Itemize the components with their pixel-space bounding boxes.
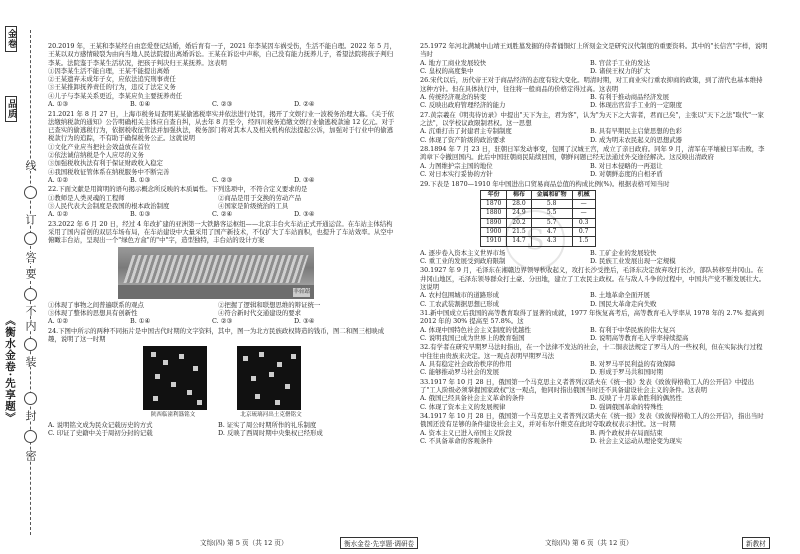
choice-c: C. 印证了史籍中关于周初分封的记载 [48,428,153,437]
choice-a: A. 农村包围城市的道路形成 [420,291,499,300]
table-cell: 24.9 [507,209,531,218]
table-row [481,227,596,236]
new-textbook-tag: 新教材 [742,537,770,549]
binding-hole-icon [24,392,37,405]
photo-caption: 丰台站 [293,289,310,296]
option: ③人民代表大会制度是我国的根本政治制度 [48,202,170,211]
choice-c: C. ②③ [212,100,233,109]
option-list [48,194,396,211]
option: ④儿子与李某关系更近，李某应负主要抚养责任 [48,91,183,100]
choice-a: A. ①② [48,175,69,184]
question-stem: 31.新中国成立后我国的高等教育取得了显著的成就，1977 年恢复高考后，高等教育毛入学率从 1978 年的 2.7% 提高到 2012 年的 30% 提高至 57.8%。这 [420,309,764,326]
table-row [481,218,596,227]
question-26 [420,76,768,109]
answer-choices [48,421,396,438]
choice-d: D. 反映了西周时期中央集权已经形成 [218,428,323,437]
choice-b: B. 对日本侵略的一再退让 [590,161,663,170]
choice-d: D. 民族工业发展出现一定规模 [590,256,676,265]
option: ②依法诚信纳税是个人应尽的义务 [48,151,144,160]
option-list [48,301,396,318]
question-20 [48,42,396,108]
binding-mark: 线 [24,160,37,171]
answer-choices [48,176,396,184]
question-31 [420,309,768,342]
table-cell: 21.5 [507,227,531,236]
question-stem: 33.1917 年 10 月 28 日，俄国第一个马克思主义者普列汉诺夫在《统一报》发表《致彼得格勒工人的公开信》中提出了"工人阶级必须掌握国家政权"这一观点，他同时指出俄国当时还不具备建设社会主义的条件。这表明 [420,377,755,395]
choice-b: B. ①④ [130,317,151,326]
question-21 [48,110,396,185]
binding-mark: 封 [24,410,37,421]
table-cell: 5.7 [531,218,572,227]
choice-a: A. 俄国已经具备社会主义革命的条件 [420,394,525,403]
option: ④我国税收征管体系在纳税服务中不断完善 [48,167,170,176]
question-stem: 22.下面文献是用简明的语句揭示概念所反映的本质属性。下列选项中，不符合定义要求的是 [48,185,308,194]
choice-a: A. ①② [48,317,69,326]
question-30 [420,266,768,307]
choice-d: D. ③④ [294,317,315,326]
station-roof [123,255,308,283]
choice-b: B. 具有早期民主启蒙思想的色彩 [590,127,682,136]
table-cell: — [572,209,595,218]
table-cell: 0.3 [572,218,595,227]
question-24 [48,327,396,437]
choice-b: B. 有利于中华民族的伟大复兴 [590,325,676,334]
question-stem: 27.黄宗羲在《明夷待访录》中提出"天下为主，君为客"，认为"为天下之大害者，君而已矣"，主张以"天下之法"取代"一家之法"，以学校议政限制君权。这一思想 [420,110,764,128]
choice-d: D. ③④ [294,175,315,184]
table-cell: 1.5 [572,237,595,246]
binding-mark: 要 [24,268,37,279]
answer-choices [420,291,768,308]
rubbing-captions [48,411,396,419]
choice-d: D. ②④ [294,100,315,109]
option: ①文化产业应当把社会效益放在首位 [48,142,151,151]
table-cell: 4.7 [531,227,572,236]
trade-table [480,190,596,247]
question-29 [420,180,768,266]
question-stem: 23.2022 年 6 月 20 日，经过 4 年改扩建的亚洲第一大铁路客运枢纽——北京丰台火车站正式开通运营。在车站主体结构采用了国内首创的双层车场布局，在车站建设中大量采用了国产新技术，不仅扩大了车站面积，也提升了车站效率。从空中俯瞰丰台站，呈现出一个"绿色方盒"的"中"字，造型独特，丰台站的设计方案 [48,219,394,245]
table-cell: — [572,200,595,209]
choice-d: D. 诸侯王权力的扩大 [590,66,651,75]
table-cell: 1900 [481,227,507,236]
choice-c: C. 体现了资本主义的发展规律 [420,402,506,411]
table-header: 年份 [481,190,507,199]
question-25 [420,42,768,75]
choice-b: B. 官营手工业的发达 [590,58,650,67]
question-stem: 29.下表是 1870—1910 年中国进出口贸易商品总值的构成比例(%)。根据表格可知当时 [420,179,670,188]
choice-a: A. 资本主义已进入帝国主义阶段 [420,428,512,437]
answer-choices [420,93,768,110]
question-27 [420,111,768,144]
table-cell: 5.8 [531,200,572,209]
choice-c: C. 对日本实行妥协的方针 [420,170,493,179]
choice-a: A. 力图维护宗主国的地位 [420,161,493,170]
choice-a: A. 传统经济观念的转变 [420,92,487,101]
option: ①体现了事物之间普遍联系的观点 [48,300,144,309]
rubbing-caption-2: 北京琉璃河出土克罍铭文 [240,412,302,419]
choice-c: C. 体现了资产阶级的政治要求 [420,135,506,144]
table-cell: 20.2 [507,218,531,227]
table-row [481,209,596,218]
choice-b: B. 对罗马平民利益的有效保障 [590,360,676,368]
table-cell: 5.5 [531,209,572,218]
option: ③体现了整体的思想具有创新性 [48,308,138,317]
choice-d: D. 说明高等教育毛入学率持续提高 [590,333,689,342]
answer-choices [48,210,396,218]
choice-b: B. 有利于推动商品经济发展 [590,92,670,101]
choice-b: B. ①④ [130,100,151,109]
table-header: 机械 [572,190,595,199]
watermark-logo: S [505,210,565,270]
choice-d: D. 形成于罗马共和国时期 [590,368,663,377]
question-stem: 25.1972 年河北满城中山靖王刘胜墓发掘的侍者俑铜灯上所刻金文是研究汉代制度的重要资料。其中的"长信宫"字样，说明当时 [420,42,768,59]
answer-choices [420,360,768,377]
question-stem: 24.下图中所示的两种不同拓片是中国古代时期的文字资料，其中，图一为北方民族政权铸造的钱币，图二和图三相映成趣，说明了这一时期 [48,326,385,344]
choice-c: C. 重工业的发展受到政府限制 [420,256,506,265]
table-cell: 4.3 [531,237,572,246]
answer-choices [420,326,768,343]
right-column [420,42,768,447]
choice-b: B. 工矿企业的发展较快 [590,248,657,257]
sidebar-brand: 《衡水金卷·先享题》 [4,315,16,424]
seal-quality: 品质 [5,96,17,122]
question-23 [48,220,396,326]
question-stem: 34.1917 年 10 月 28 日，俄国第一个马克思主义者普列汉诺夫在《统一报》发表《致彼得格勒工人的公开信》，指出当时俄国还没有足够的条件建设社会主义，并对布尔什维克在此时夺取政权表示担忧。这一时期 [420,412,764,429]
binding-mark: 密 [24,450,37,461]
choice-d: D. ③④ [294,210,315,219]
binding-hole-icon [24,288,37,301]
choice-b: B. 反映了十月革命胜利的偶然性 [590,394,682,403]
rubbing-caption-1: 陕西临潼利簋铭文 [150,412,196,419]
binding-mark: 不 [24,305,37,316]
answer-choices [420,127,768,144]
table-cell: 1880 [481,209,507,218]
choice-b: B. 两个政权并存局面结束 [590,428,663,437]
table-header: 金属和矿物 [531,190,572,199]
seal-gold-volume: 金卷 [5,26,17,52]
question-32 [420,343,768,376]
table-row [481,200,596,209]
binding-mark: 答 [24,252,37,263]
choice-b: B. ①③ [130,175,151,184]
choice-a: A. 具有稳定社会政治秩序的作用 [420,360,512,368]
question-22 [48,185,396,218]
choice-d: D. 对朝鲜态度的自相矛盾 [590,170,663,179]
option: ①因李某生活不能自理，王某不能提出离婚 [48,66,170,75]
question-stem: 32.有学者在研究早期罗马法时指出，在一个法律不发达的社会，十二铜表法规定了罗马人的一些权利，但在实际执行过程中往往由贵族来决定。这一观点表明早期罗马法 [420,343,763,360]
option: ③王某推卸抚养责任的行为，违反了法定义务 [48,83,176,92]
question-stem: 21.2021 年 8 月 27 日，上海市税务局查明某某偷逃税率实并依法进行处罚，揭开了文娱行业一波税务治理大幕。《关于依法缴纳税款的通知》公告明确相关主体应自查自纠，从去年 8 月至今，经四川税务追缴文娱行业偷逃税款逾 12 亿元。对于已查实的偷逃税行为，依据税收征管法并加强执法，税务部门将对其本人及相关机构依法提起公诉，加强对于行业中的偷逃税款行为的追踪，不有助于确保税务公正。这就说明 [48,109,395,143]
choice-d: D. 强调俄国革命的特殊性 [590,402,663,411]
option: ②王某遗弃未成年子女，应依法追究刑事责任 [48,75,176,84]
choice-c: C. 说明我国已成为世界上的教育强国 [420,333,525,342]
choice-c: C. ②③ [212,317,233,326]
choice-c: C. 反映出政府管理经济的能力 [420,101,506,110]
table-header-row [481,190,596,199]
question-33 [420,378,768,411]
choice-b: B. 证实了周公时期所作的礼乐制度 [218,420,317,429]
footer-series-tag: 衡水金卷·先享题·调研卷 [340,537,418,549]
left-column [48,42,396,438]
choice-a: A. 说明铭文成为民众记载历史的方式 [48,420,153,429]
option: ④国家是阶级统治的工具 [218,202,289,211]
binding-sidebar [0,0,44,554]
choice-a: A. 逐步卷入资本主义世界市场 [420,248,506,257]
choice-c: C. ②③ [212,175,233,184]
table-header: 棉布 [507,190,531,199]
rubbing-image-1 [143,346,207,410]
answer-choices [420,394,768,411]
table-cell: 1910 [481,237,507,246]
answer-choices [420,59,768,76]
binding-mark: 订 [24,214,37,225]
right-page-number: 文综(四) 第 6 页（共 12 页） [545,539,633,547]
binding-hole-icon [24,186,37,199]
choice-c: C. 能够推动罗马社会的发展 [420,368,500,377]
answer-choices [420,429,768,446]
choice-a: A. 地方工商业发展较快 [420,58,487,67]
question-stem: 20.2019 年，王某和李某经自由恋爱登记结婚，婚后育有一子，2021 年李某因车祸受伤，生活不能自理。2022 年 5 月，王某以双方感情破裂为由向当地人民法院提出离婚诉讼。王某在诉讼中声称，自己没有能力抚养儿子，希望法院将孩子判归李某。法院鉴于李某生活状况，把孩子判决归王某抚养。这表明 [48,42,396,67]
table-cell: 1890 [481,218,507,227]
rubbing-image-2 [237,346,301,410]
choice-c: C. ②④ [212,210,233,219]
table-cell: 28.0 [507,200,531,209]
binding-mark: 内 [24,320,37,331]
choice-d: D. 成为明末农民起义的思想武器 [590,135,683,144]
station-ground [118,285,314,299]
option: ②把握了逻辑和联想思维的辩证统一 [218,300,321,309]
binding-hole-icon [24,232,37,245]
choice-a: A. ①③ [48,100,69,109]
choice-b: B. 土地革命全面开展 [590,291,650,300]
choice-b: B. ①③ [130,210,151,219]
choice-c: C. 不具备革命的客观条件 [420,437,493,446]
option: ④符合新时代交通建设的要求 [218,308,302,317]
table-row [481,237,596,246]
choice-a: A. 体现中国特色社会主义制度的优越性 [420,325,531,334]
option: ①教师是人类灵魂的工程师 [48,193,125,202]
choice-d: D. 社会主义运动从理论变为现实 [590,437,683,446]
option: ②商品是用于交换的劳动产品 [218,193,302,202]
choice-c: C. 工农武装割据思想已形成 [420,299,500,308]
table-cell: 14.7 [507,237,531,246]
option: ③加强税收执法有利于保证财政收入稳定 [48,159,164,168]
left-page-number: 文综(四) 第 5 页（共 12 页） [200,539,288,547]
answer-choices [420,162,768,179]
station-photo [118,247,314,299]
choice-d: D. 国民大革命走向失败 [590,299,657,308]
rubbing-images [48,346,396,410]
table-cell: 1870 [481,200,507,209]
choice-a: A. 沉重打击了封建君主专制制度 [420,127,512,136]
choice-a: A. ①② [48,210,69,219]
choice-c: C. 皇权的高度集中 [420,66,474,75]
page-footer [0,534,800,548]
answer-choices [48,317,396,325]
binding-hole-icon [24,338,37,351]
question-stem: 30.1927 年 9 月，毛泽东在湘赣边界领导秋收起义，攻打长沙受挫后，毛泽东决定放弃攻打长沙，部队转移至井冈山。在井冈山地区，毛泽东领导群众打土豪、分田地，建立了工农民主政权。在与敌人斗争的过程中，中国共产党不断发展壮大。这说明 [420,266,766,291]
binding-mark: 装 [24,356,37,367]
question-stem: 26.宋代以后，历代帝王对于商品经济的态度有较大变化。明清时期，对工商业实行重农抑商的政策，到了清代也基本维持这种方针。但在具体执行中，往往将一般商品的价格定得过高。这表明 [420,76,763,93]
binding-hole-icon [24,430,37,443]
table-cell: 0.7 [572,227,595,236]
answer-choices [420,249,768,266]
choice-d: D. 体现出官营手工业的一定限度 [590,101,683,110]
question-34 [420,412,768,445]
question-stem: 28.1894 年 7 月 23 日，驻朝日军发动事变，包围了汉城王宫，成立了亲日政府。同年 9 月，清军在平壤被日军击败，李鸿章下令撤回国内。此后中国驻朝商民陆续回国，朝鲜问题已经无法通过外交途径解决。这反映出清政府 [420,145,765,162]
question-28 [420,145,768,178]
answer-choices [48,100,396,108]
